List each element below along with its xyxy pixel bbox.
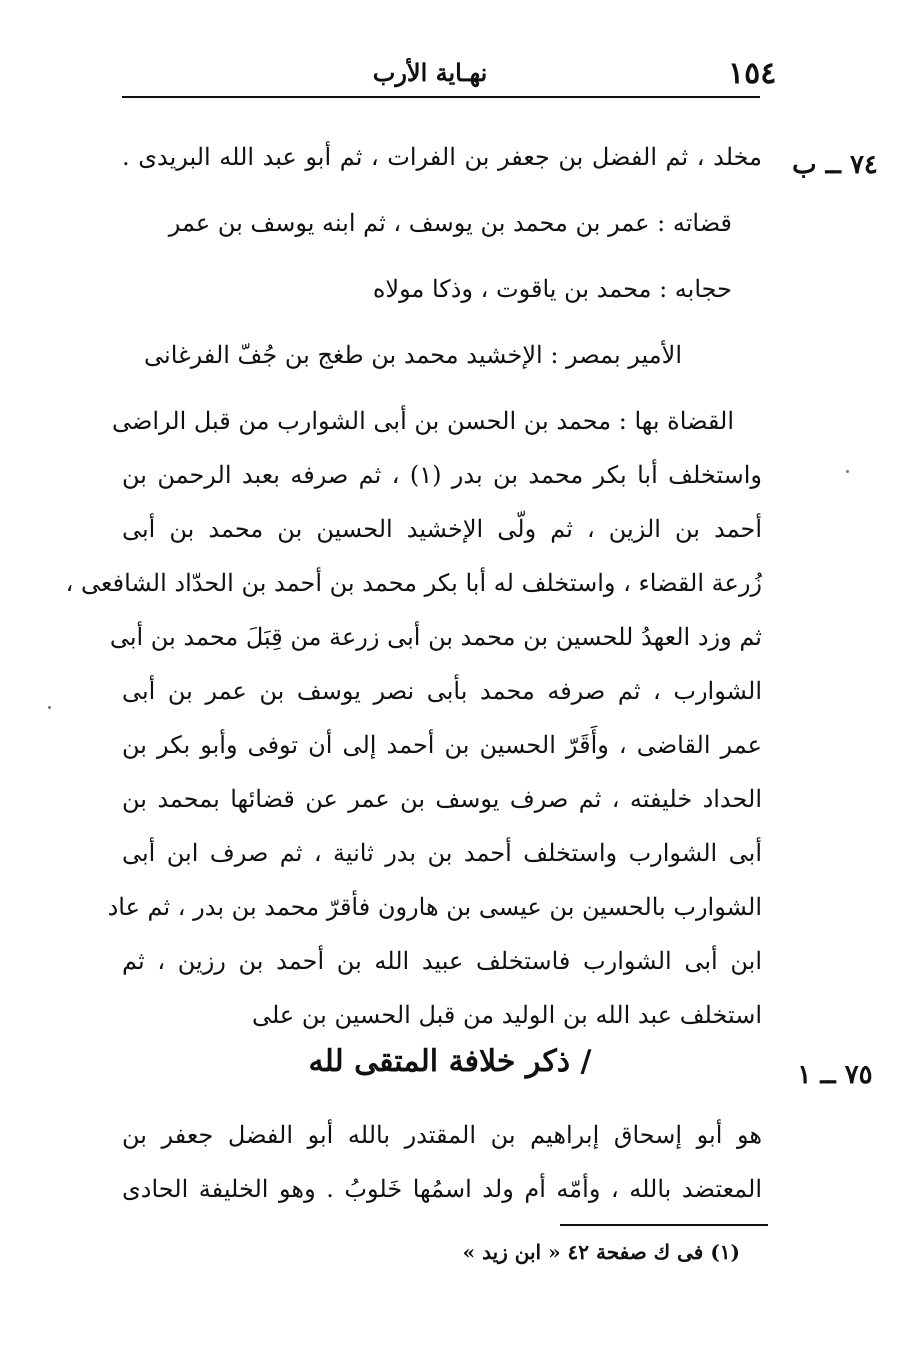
text-line: الشوارب ، ثم صرفه محمد بأبى نصر يوسف بن عمر بن أبى: [122, 677, 762, 705]
text-line: الأمير بمصر : الإخشيد محمد بن طغج بن جُفّ الفرغانى: [144, 341, 682, 369]
text-line: أحمد بن الزين ، ثم ولّى الإخشيد الحسين بن محمد بن أبى: [122, 515, 762, 543]
footnote: (١) فى ك صفحة ٤٢ « ابن زيد »: [462, 1240, 740, 1264]
running-title: نهـاية الأرب: [372, 58, 488, 87]
text-line: أبى الشوارب واستخلف أحمد بن بدر ثانية ، ثم صرف ابن أبى: [122, 839, 762, 867]
text-line: المعتضد بالله ، وأمّه أم ولد اسمُها خَلوبُ . وهو الخليفة الحادى: [122, 1175, 762, 1203]
text-line: الشوارب بالحسين بن عيسى بن هارون فأقرّ محمد بن بدر ، ثم عاد: [107, 893, 762, 921]
section-heading: / ذكر خلافة المتقى لله: [308, 1044, 592, 1079]
margin-folio-note: ٧٥ ــ ١: [797, 1060, 873, 1090]
header-rule: [122, 96, 760, 98]
text-line: هو أبو إسحاق إبراهيم بن المقتدر بالله أبو الفضل جعفر بن: [122, 1121, 762, 1149]
text-line: ابن أبى الشوارب فاستخلف عبيد الله بن أحمد بن رزين ، ثم: [122, 947, 762, 975]
text-line: القضاة بها : محمد بن الحسن بن أبى الشوارب من قبل الراضى: [111, 407, 734, 435]
text-line: مخلد ، ثم الفضل بن جعفر بن الفرات ، ثم أبو عبد الله البريدى .: [122, 143, 762, 171]
text-line: استخلف عبد الله بن الوليد من قبل الحسين بن على: [251, 1001, 762, 1029]
text-line: قضاته : عمر بن محمد بن يوسف ، ثم ابنه يوسف بن عمر: [168, 209, 732, 237]
text-line: حجابه : محمد بن ياقوت ، وذكا مولاه: [372, 275, 732, 303]
text-line: ثم وزد العهدُ للحسين بن محمد بن أبى زرعة من قِبَلَ محمد بن أبى: [109, 623, 762, 651]
scan-speck: [846, 470, 849, 473]
page-number: ١٥٤: [728, 56, 777, 91]
scan-speck: [48, 706, 51, 709]
footnote-rule: [560, 1224, 768, 1226]
text-line: الحداد خليفته ، ثم صرف يوسف بن عمر عن قضائها بمحمد بن: [122, 785, 762, 813]
text-line: عمر القاضى ، وأَقَرّ الحسين بن أحمد إلى أن توفى وأبو بكر بن: [122, 731, 762, 759]
margin-folio-note: ٧٤ ــ ب: [792, 150, 878, 180]
text-line: زُرعة القضاء ، واستخلف له أبا بكر محمد بن أحمد بن الحدّاد الشافعى ،: [65, 569, 762, 597]
text-line: واستخلف أبا بكر محمد بن بدر (١) ، ثم صرفه بعبد الرحمن بن: [122, 461, 763, 489]
